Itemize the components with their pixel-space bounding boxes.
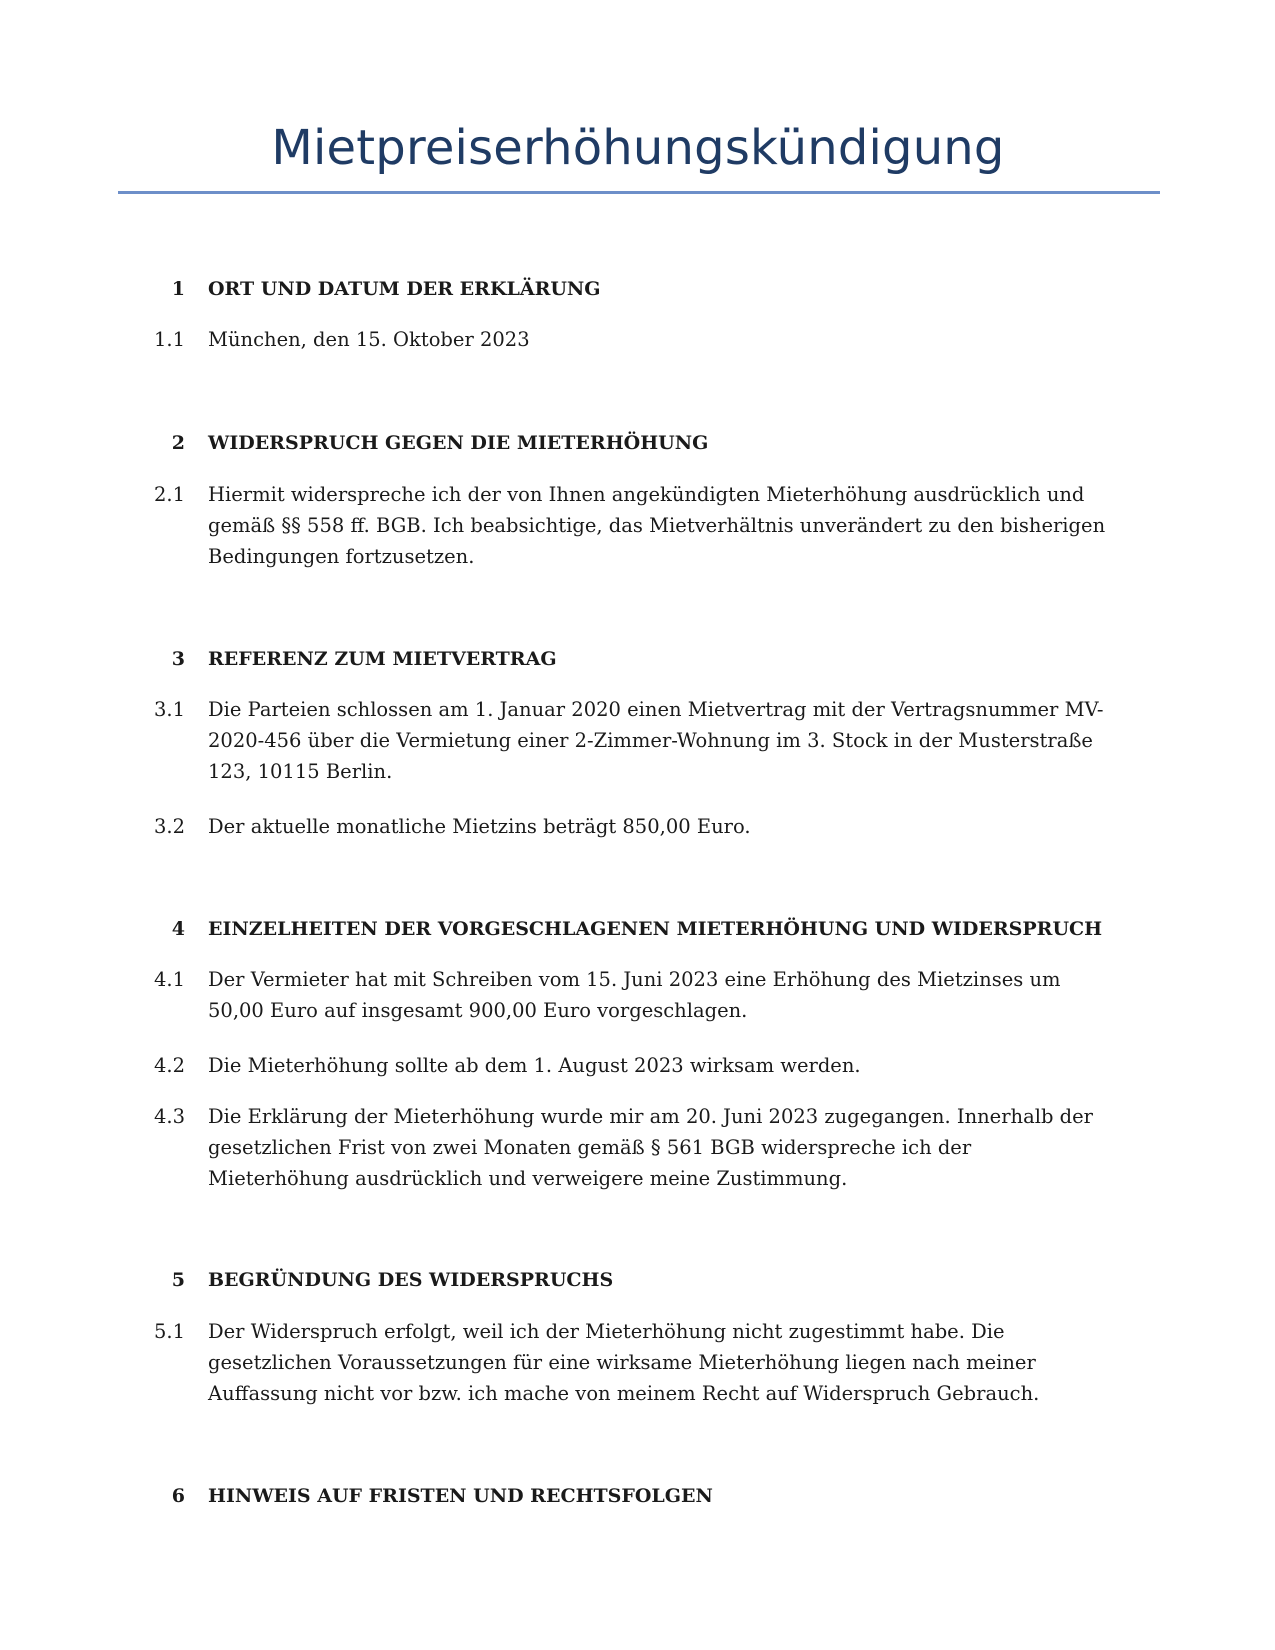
title-divider [118, 191, 1160, 194]
section-number: 1 [171, 278, 185, 300]
section-title: EINZELHEITEN DER VORGESCHLAGENEN MIETERHÖHUNG UND WIDERSPRUCH [208, 918, 1103, 940]
clause-number: 4.1 [153, 968, 185, 991]
section-title: ORT UND DATUM DER ERKLÄRUNG [208, 278, 601, 300]
document-title: Mietpreiserhöhungskündigung [271, 120, 1005, 176]
section-number: 5 [171, 1269, 185, 1291]
section-title: BEGRÜNDUNG DES WIDERSPRUCHS [208, 1269, 614, 1291]
section-number: 6 [171, 1485, 185, 1507]
section-title: REFERENZ ZUM MIETVERTRAG [208, 648, 557, 670]
clause-number: 5.1 [153, 1320, 185, 1343]
clause-text: München, den 15. Oktober 2023 [208, 328, 530, 351]
clause-number: 3.2 [153, 815, 185, 838]
clause-number: 4.3 [153, 1105, 185, 1128]
section-title: HINWEIS AUF FRISTEN UND RECHTSFOLGEN [208, 1485, 713, 1507]
section-number: 2 [171, 432, 185, 454]
clause-text: Hiermit widerspreche ich der von Ihnen angekündigten Mieterhöhung ausdrücklich und gemäß §§ 558 ff. BGB. Ich beabsichtige, das Mietverhältnis unverändert zu den bisherigen Bedingungen fortzusetzen. [208, 483, 1106, 568]
clause-text: Der aktuelle monatliche Mietzins beträgt 850,00 Euro. [208, 815, 751, 838]
section-number: 4 [171, 918, 185, 940]
section-number: 3 [171, 648, 185, 670]
clause-text: Der Widerspruch erfolgt, weil ich der Mieterhöhung nicht zugestimmt habe. Die gesetzlichen Voraussetzungen für eine wirksame Mieterhöhung liegen nach meiner Auffassung nicht vor bzw. ich mache von meinem Recht auf Widerspruch Gebrauch. [208, 1320, 1040, 1405]
clause-number: 1.1 [153, 328, 185, 351]
section-title: WIDERSPRUCH GEGEN DIE MIETERHÖHUNG [208, 432, 709, 454]
clause-number: 3.1 [153, 698, 185, 721]
clause-text: Die Mieterhöhung sollte ab dem 1. August 2023 wirksam werden. [208, 1054, 861, 1077]
clause-text: Die Parteien schlossen am 1. Januar 2020 einen Mietvertrag mit der Vertragsnummer MV-2020-456 über die Vermietung einer 2-Zimmer-Wohnung im 3. Stock in der Musterstraße 123, 10115 Berlin. [208, 698, 1104, 783]
clause-text: Die Erklärung der Mieterhöhung wurde mir am 20. Juni 2023 zugegangen. Innerhalb der gesetzlichen Frist von zwei Monaten gemäß § 561 BGB widerspreche ich der Mieterhöhung ausdrücklich und verweigere meine Zustimmung. [208, 1105, 1093, 1190]
clause-number: 2.1 [153, 483, 185, 506]
clause-number: 4.2 [153, 1054, 185, 1077]
clause-text: Der Vermieter hat mit Schreiben vom 15. Juni 2023 eine Erhöhung des Mietzinses um 50,00 Euro auf insgesamt 900,00 Euro vorgeschlagen. [208, 968, 1061, 1022]
